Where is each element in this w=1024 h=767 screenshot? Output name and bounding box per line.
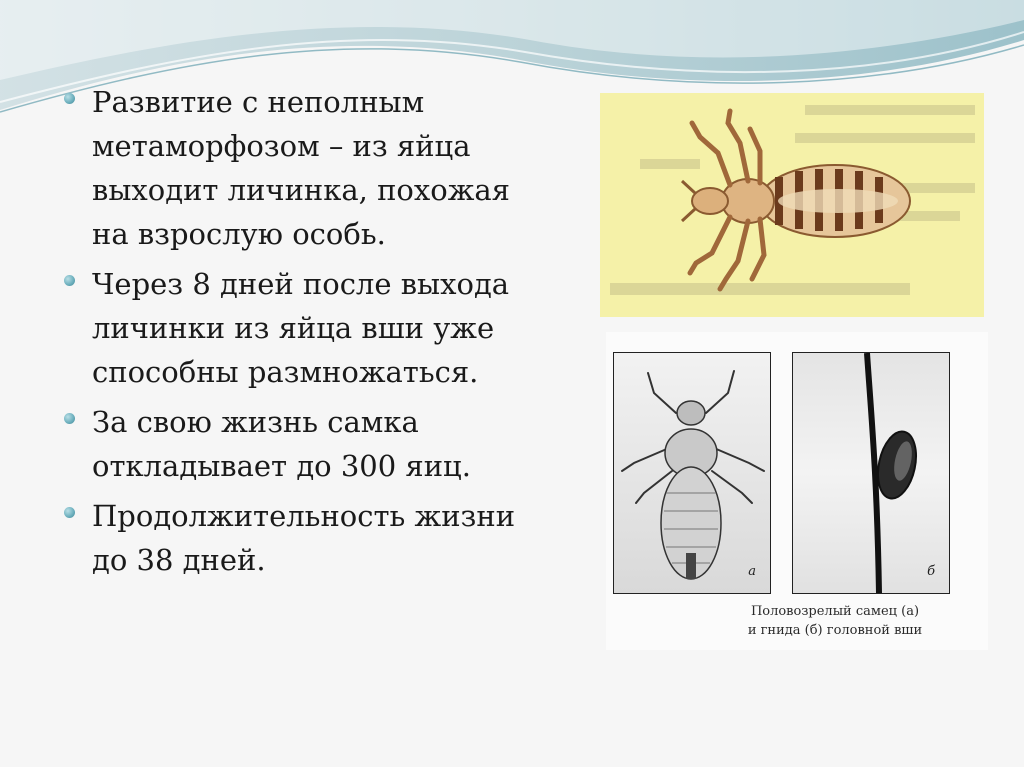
figure-caption-line: Половозрелый самец (а) <box>750 604 920 619</box>
bullet-dot-icon <box>64 413 75 424</box>
bullet-item <box>62 494 562 582</box>
bullet-dot-icon <box>64 93 75 104</box>
bullet-text: За свою жизнь самка откладывает до 300 яиц. <box>92 405 471 483</box>
louse-photo <box>600 93 984 317</box>
bullet-dot-icon <box>64 275 75 286</box>
bullet-item <box>62 262 562 394</box>
bullet-item <box>62 80 562 256</box>
bullet-text: Развитие с неполным метаморфозом – из яйца выходит личинка, похожая на взрослую особь. <box>92 85 510 251</box>
bullet-item <box>62 400 562 488</box>
bullet-dot-icon <box>64 507 75 518</box>
figure-label-a: а <box>748 564 756 579</box>
figure-caption <box>700 602 970 640</box>
figure-male-louse <box>613 352 771 594</box>
figure-label-b: б <box>927 564 935 579</box>
figure-caption-line: и гнида (б) головной вши <box>747 623 923 638</box>
bullet-text: Продолжительность жизни до 38 дней. <box>92 499 516 577</box>
figure-nit <box>792 352 950 594</box>
bullet-text: Через 8 дней после выхода личинки из яйца вши уже способны размножаться. <box>92 267 510 389</box>
bullet-list <box>62 80 562 588</box>
lice-figure-panel <box>606 332 988 650</box>
nit-on-hair-drawing <box>793 353 949 593</box>
male-louse-drawing <box>614 353 770 593</box>
louse-illustration <box>600 93 984 317</box>
